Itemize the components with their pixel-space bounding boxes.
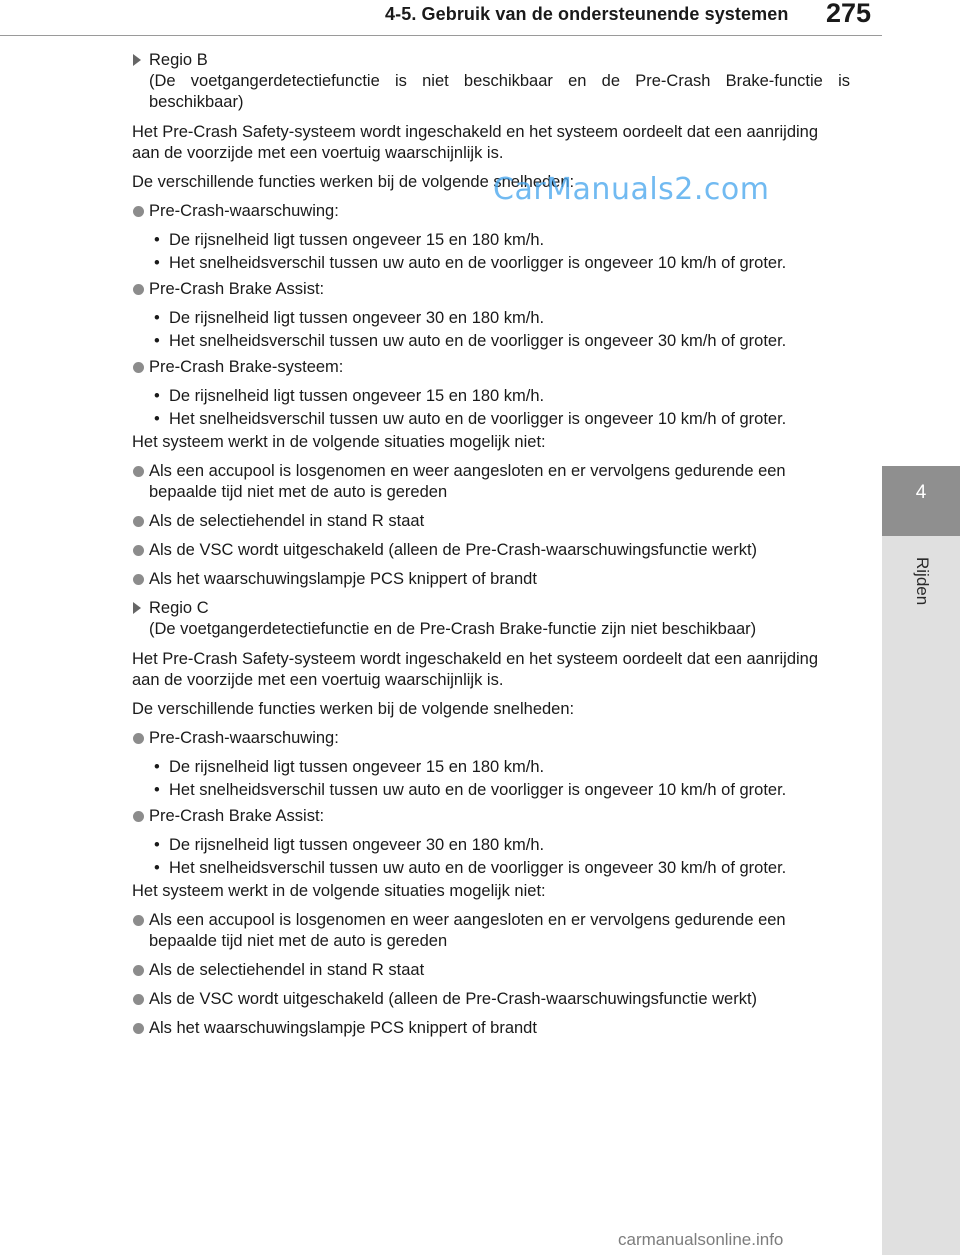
region-b-heading — [132, 50, 850, 113]
chapter-tab — [882, 466, 960, 536]
function-name: Pre-Crash Brake Assist: — [149, 807, 325, 825]
chapter-label: Rijden — [913, 557, 932, 606]
function-item — [132, 279, 850, 300]
condition-text: De rijsnelheid ligt tussen ongeveer 15 en 180 km/h. — [169, 231, 545, 249]
dot-bullet-icon: • — [154, 231, 160, 249]
dot-bullet-icon: • — [154, 309, 160, 327]
dot-bullet-icon: • — [154, 758, 160, 776]
situation-item — [132, 569, 850, 590]
watermark-logo: CarManuals2.com — [493, 172, 770, 207]
condition-text: Het snelheidsverschil tussen uw auto en de voorligger is ongeveer 30 km/h of groter. — [169, 332, 787, 350]
region-c-intro: Het Pre-Crash Safety-systeem wordt ingeschakeld en het systeem oordeelt dat een aanrijding aan de voorzijde met een voertuig waarschijnlijk is. — [132, 650, 819, 689]
situation-text: Als de selectiehendel in stand R staat — [149, 512, 425, 530]
function-item — [132, 728, 850, 749]
condition-item — [132, 858, 850, 879]
dot-bullet-icon: • — [154, 410, 160, 428]
condition-item — [132, 835, 850, 856]
condition-text: Het snelheidsverschil tussen uw auto en de voorligger is ongeveer 10 km/h of groter. — [169, 410, 787, 428]
condition-text: De rijsnelheid ligt tussen ongeveer 30 en 180 km/h. — [169, 309, 545, 327]
condition-text: Het snelheidsverschil tussen uw auto en de voorligger is ongeveer 10 km/h of groter. — [169, 781, 787, 799]
situation-item — [132, 511, 850, 532]
page-number: 275 — [826, 0, 872, 28]
dot-bullet-icon: • — [154, 859, 160, 877]
condition-item — [132, 308, 850, 329]
condition-item — [132, 386, 850, 407]
condition-text: De rijsnelheid ligt tussen ongeveer 15 en 180 km/h. — [169, 758, 545, 776]
region-c-note: (De voetgangerdetectiefunctie en de Pre-Crash Brake-functie zijn niet beschikbaar) — [149, 620, 757, 638]
condition-text: Het snelheidsverschil tussen uw auto en de voorligger is ongeveer 10 km/h of groter. — [169, 254, 787, 272]
circle-bullet-icon — [133, 733, 144, 744]
circle-bullet-icon — [133, 545, 144, 556]
dot-bullet-icon: • — [154, 387, 160, 405]
situation-item — [132, 910, 850, 952]
section-title: 4-5. Gebruik van de ondersteunende systemen — [385, 4, 789, 24]
function-item — [132, 806, 850, 827]
triangle-bullet-icon — [133, 54, 141, 66]
condition-text: De rijsnelheid ligt tussen ongeveer 15 en 180 km/h. — [169, 387, 545, 405]
function-name: Pre-Crash-waarschuwing: — [149, 202, 339, 220]
circle-bullet-icon — [133, 516, 144, 527]
situation-text: Als de selectiehendel in stand R staat — [149, 961, 425, 979]
region-b-intro: Het Pre-Crash Safety-systeem wordt ingeschakeld en het systeem oordeelt dat een aanrijding aan de voorzijde met een voertuig waarschijnlijk is. — [132, 123, 819, 162]
situation-text: Als een accupool is losgenomen en weer aangesloten en er vervolgens gedurende een bepaalde tijd niet met de auto is gereden — [149, 911, 786, 950]
circle-bullet-icon — [133, 1023, 144, 1034]
situation-text: Als het waarschuwingslampje PCS knippert of brandt — [149, 570, 537, 588]
region-b-note: (De voetgangerdetectiefunctie is niet beschikbaar en de Pre-Crash Brake-functie is beschikbaar) — [149, 72, 850, 111]
dot-bullet-icon: • — [154, 781, 160, 799]
region-b-speeds-intro: De verschillende functies werken bij de volgende snelheden: — [132, 173, 575, 191]
situation-text: Als een accupool is losgenomen en weer aangesloten en er vervolgens gedurende een bepaalde tijd niet met de auto is gereden — [149, 462, 786, 501]
circle-bullet-icon — [133, 466, 144, 477]
situation-item — [132, 540, 850, 561]
condition-item — [132, 409, 850, 430]
circle-bullet-icon — [133, 915, 144, 926]
condition-item — [132, 780, 850, 801]
situation-text: Als de VSC wordt uitgeschakeld (alleen de Pre-Crash-waarschuwingsfunctie werkt) — [149, 990, 758, 1008]
region-c-speeds-intro: De verschillende functies werken bij de volgende snelheden: — [132, 700, 575, 718]
function-name: Pre-Crash Brake Assist: — [149, 280, 325, 298]
header-divider — [0, 35, 882, 36]
triangle-bullet-icon — [133, 602, 141, 614]
condition-item — [132, 757, 850, 778]
chapter-strip — [882, 536, 960, 1255]
function-name: Pre-Crash-waarschuwing: — [149, 729, 339, 747]
condition-text: Het snelheidsverschil tussen uw auto en de voorligger is ongeveer 30 km/h of groter. — [169, 859, 787, 877]
situation-item — [132, 461, 850, 503]
function-item — [132, 357, 850, 378]
circle-bullet-icon — [133, 965, 144, 976]
condition-item — [132, 253, 850, 274]
region-b-may-not-work: Het systeem werkt in de volgende situaties mogelijk niet: — [132, 433, 546, 451]
region-c-may-not-work: Het systeem werkt in de volgende situaties mogelijk niet: — [132, 882, 546, 900]
region-b-title: Regio B — [149, 51, 208, 69]
dot-bullet-icon: • — [154, 332, 160, 350]
circle-bullet-icon — [133, 994, 144, 1005]
situation-item — [132, 1018, 850, 1039]
circle-bullet-icon — [133, 574, 144, 585]
circle-bullet-icon — [133, 362, 144, 373]
dot-bullet-icon: • — [154, 254, 160, 272]
region-c-heading — [132, 598, 850, 640]
chapter-number: 4 — [915, 482, 927, 503]
footer-watermark: carmanualsonline.info — [618, 1230, 784, 1249]
circle-bullet-icon — [133, 811, 144, 822]
situation-item — [132, 960, 850, 981]
situation-item — [132, 989, 850, 1010]
dot-bullet-icon: • — [154, 836, 160, 854]
function-name: Pre-Crash Brake-systeem: — [149, 358, 344, 376]
region-c-title: Regio C — [149, 599, 209, 617]
circle-bullet-icon — [133, 284, 144, 295]
circle-bullet-icon — [133, 206, 144, 217]
condition-item — [132, 331, 850, 352]
condition-text: De rijsnelheid ligt tussen ongeveer 30 en 180 km/h. — [169, 836, 545, 854]
situation-text: Als de VSC wordt uitgeschakeld (alleen de Pre-Crash-waarschuwingsfunctie werkt) — [149, 541, 758, 559]
situation-text: Als het waarschuwingslampje PCS knippert of brandt — [149, 1019, 537, 1037]
condition-item — [132, 230, 850, 251]
